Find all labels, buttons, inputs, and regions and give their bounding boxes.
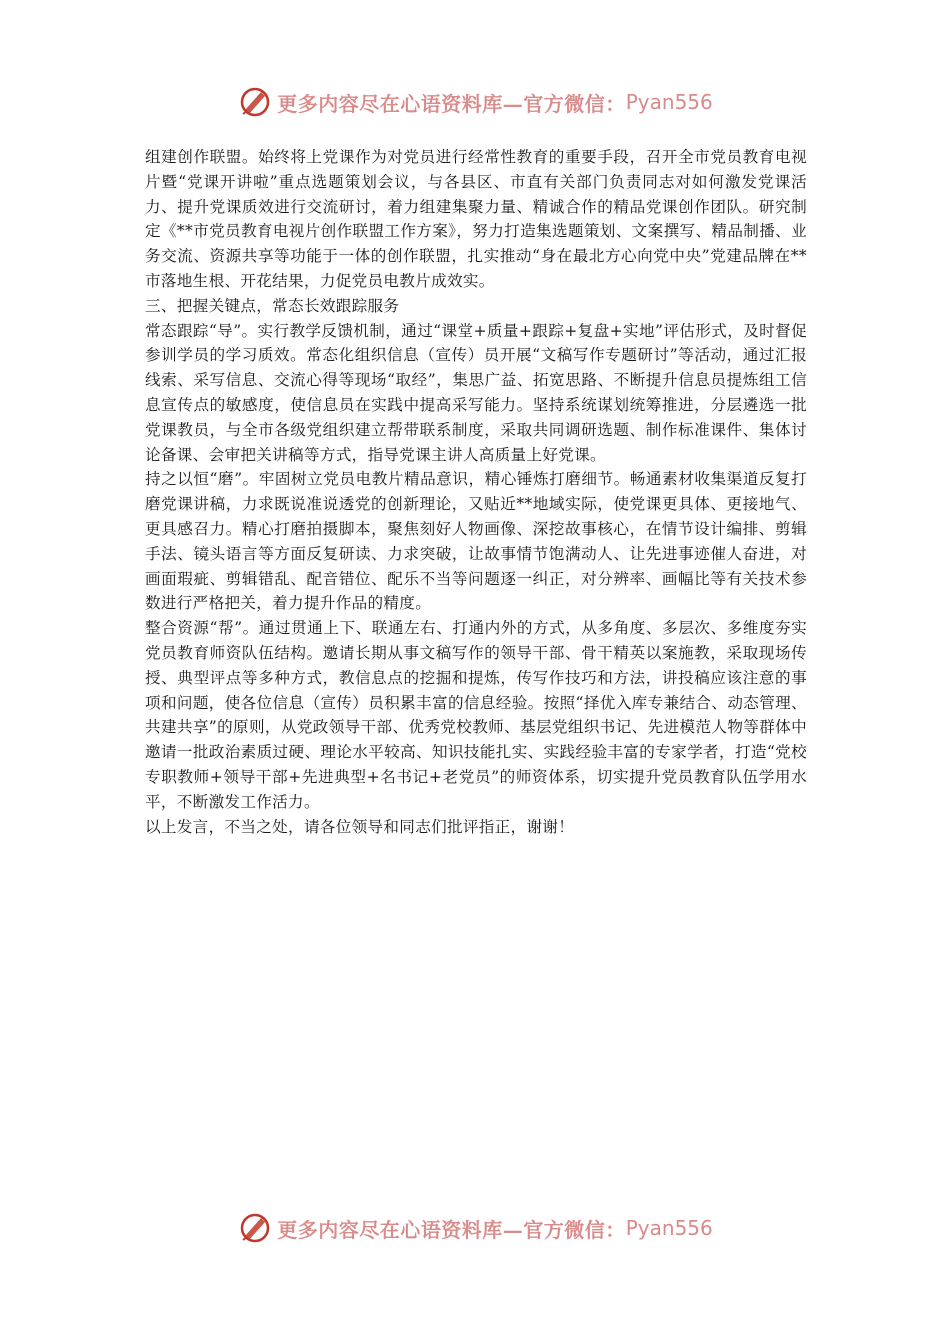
watermark-text: 更多内容尽在心语资料库—官方微信： [277,91,626,116]
section-heading-3: 三、把握关键点，常态长效跟踪服务 [145,296,400,315]
paragraph-polish: 持之以恒“磨”。牢固树立党员电教片精品意识，精心锤炼打磨细节。畅通素材收集渠道反复打磨党课讲稿，力求既说准说透党的创新理论，又贴近**地域实际，使党课更具体、更接地气、更具感召力。精心打磨拍摄脚本，聚焦刻好人物画像、深挖故事核心，在情节设计编排、剪辑手法、镜头语言等方面反复研读、力求突破，让故事情节饱满动人、让先进事迹催人奋进，对画面瑕疵、剪辑错乱、配音错位、配乐不当等问题逐一纠正，对分辨率、画幅比等有关技术参数进行严格把关，着力提升作品的精度。 [145,470,807,613]
watermark-wechat-id: Pyan556 [625,1216,713,1240]
paragraph-creation-alliance: 组建创作联盟。始终将上党课作为对党员进行经常性教育的重要手段，召开全市党员教育电视片暨“党课开讲啦”重点选题策划会议，与各县区、市直有关部门负责同志对如何激发党课活力、提升党课质效进行交流研讨，着力组建集聚力量、精诚合作的精品党课创作团队。研究制定《**市党员教育电视片创作联盟工作方案》，努力打造集选题策划、文案撰写、精品制播、业务交流、资源共享等功能于一体的创作联盟，扎实推动“身在最北方心向党中央”党建品牌在**市落地生根、开花结果，力促党员电教片成效实。 [145,148,807,290]
watermark-text: 更多内容尽在心语资料库—官方微信： [277,1217,626,1242]
watermark-header [0,82,950,122]
document-body [145,145,807,839]
paragraph-closing: 以上发言，不当之处，请各位领导和同志们批评指正，谢谢！ [145,817,575,836]
watermark-footer [0,1208,950,1248]
paragraph-help: 整合资源“帮”。通过贯通上下、联通左右、打通内外的方式，从多角度、多层次、多维度夯实党员教育师资队伍结构。邀请长期从事文稿写作的领导干部、骨干精英以案施教，采取现场传授、典型评点等多种方式，教信息点的挖掘和提炼，传写作技巧和方法，讲投稿应该注意的事项和问题，使各位信息（宣传）员积累丰富的信息经验。按照“择优入库专兼结合、动态管理、共建共享”的原则，从党政领导干部、优秀党校教师、基层党组织书记、先进模范人物等群体中邀请一批政治素质过硬、理论水平较高、知识技能扎实、实践经验丰富的专家学者，打造“党校专职教师+领导干部+先进典型+名书记+老党员”的师资体系，切实提升党员教育队伍学用水平，不断激发工作活力。 [145,619,807,811]
pen-logo-icon [237,1210,273,1246]
watermark-wechat-id: Pyan556 [625,90,713,114]
pen-logo-icon [237,84,273,120]
paragraph-guide: 常态跟踪“导”。实行教学反馈机制，通过“课堂+质量+跟踪+复盘+实地”评估形式，及时督促参训学员的学习质效。常态化组织信息（宣传）员开展“文稿写作专题研讨”等活动，通过汇报线索、采写信息、交流心得等现场“取经”，集思广益、拓宽思路、不断提升信息员提炼组工信息宣传点的敏感度，使信息员在实践中提高采写能力。坚持系统谋划统筹推进，分层遴选一批党课教员，与全市各级党组织建立帮带联系制度，采取共同调研选题、制作标准课件、集体讨论备课、会审把关讲稿等方式，指导党课主讲人高质量上好党课。 [145,321,807,464]
